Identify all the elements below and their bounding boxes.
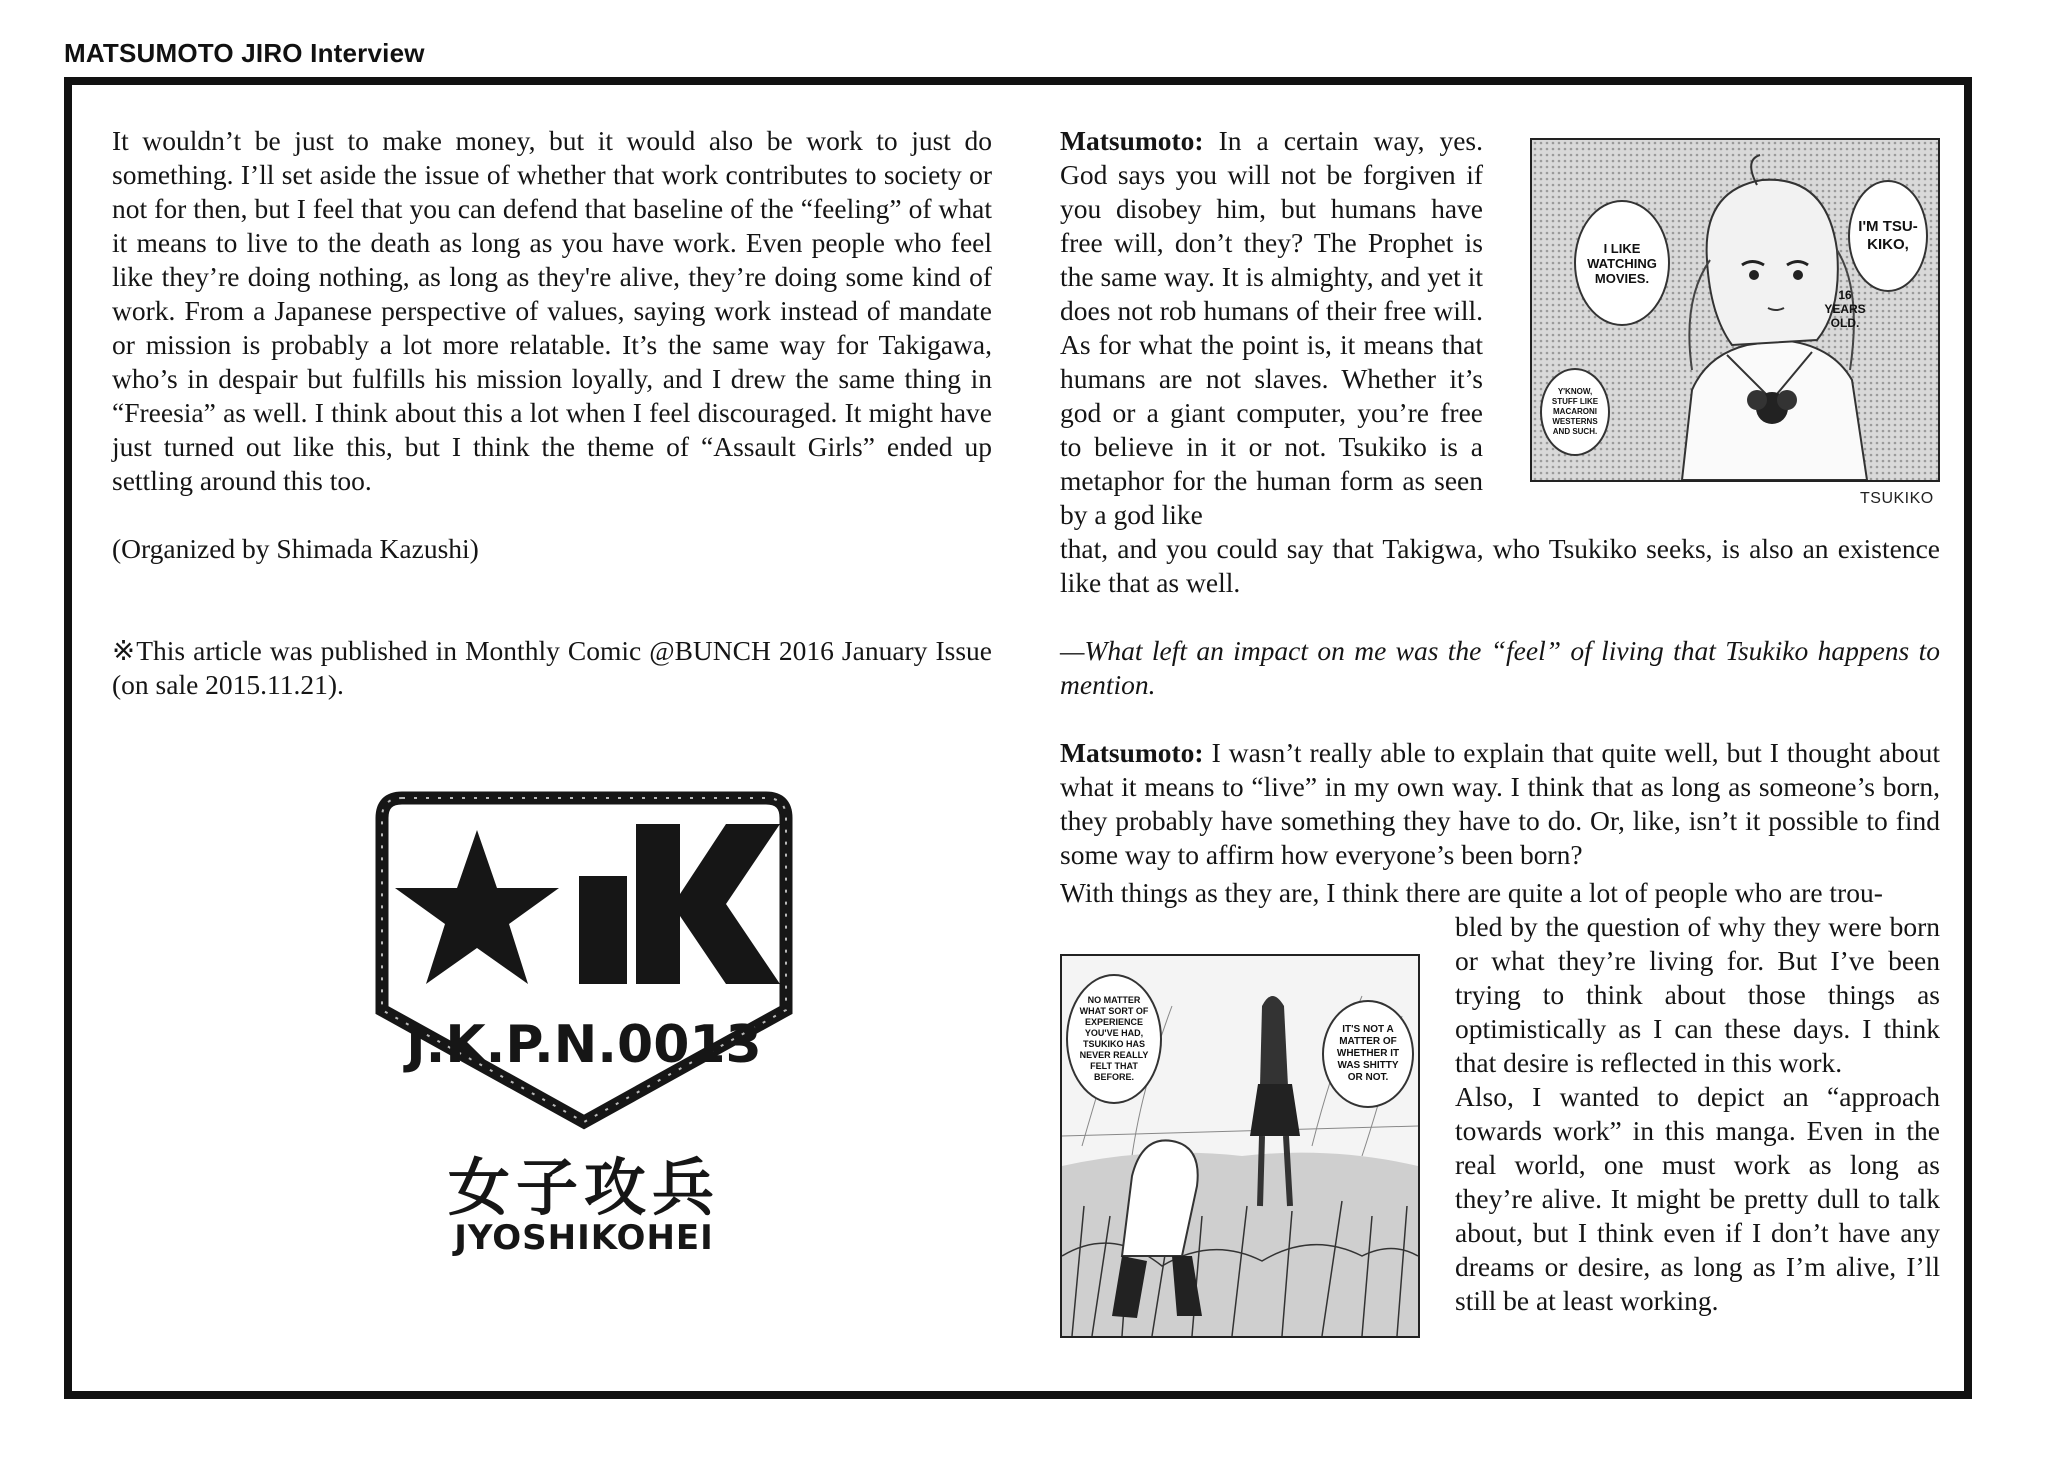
right-answer-1-continued	[1060, 532, 1940, 872]
left-paragraph: It wouldn’t be just to make money, but it would also be work to just do something. I’ll set aside the issue of whether that work contributes to society or not for then, but I feel that you can defend that baseline of the “feeling” of what it means to live to the death as long as you have work. Even people who feel like they’re doing nothing, as long as they're alive, they’re doing some kind of work. From a Japanese perspective of values, saying work instead of mandate or mission is probably a lot more relatable. It’s the same way for Takigawa, who’s in despair but fulfills his mission loyally, and I drew the same thing in “Freesia” as well. I think about this a lot when I feel discouraged. It might have just turned out like this, but I think the theme of “Assault Girls” ended up settling around this too.	[112, 125, 992, 496]
speech-bubble-name: I'M TSU-KIKO,	[1848, 180, 1928, 292]
answer-2-text: I wasn’t really able to explain that quite well, but I thought about what it means to “live” in my own way. I think that as long as someone’s born, they probably have something they have to do. Or, like, isn’t it possible to find some way to affirm how everyone’s been born?	[1060, 737, 1941, 870]
organized-by: (Organized by Shimada Kazushi)	[112, 533, 479, 564]
speaker-label: Matsumoto:	[1060, 125, 1204, 156]
answer-2-line: With things as they are, I think there are quite a lot of people who are trou-	[1060, 877, 1883, 908]
interview-question: —What left an impact on me was the “feel” of living that Tsukiko happens to mention.	[1060, 635, 1940, 700]
speech-bubble-westerns: Y'KNOW, STUFF LIKE MACARONI WESTERNS AND SUCH.	[1540, 368, 1610, 456]
right-answer-2-wrap	[1455, 910, 1940, 1318]
left-column	[112, 124, 992, 702]
speech-bubble-matter: IT'S NOT A MATTER OF WHETHER IT WAS SHITTY OR NOT.	[1322, 1000, 1414, 1108]
logo-name: JYOSHIKOHEI	[454, 1218, 714, 1258]
publication-note: ※This article was published in Monthly Comic @BUNCH 2016 January Issue (on sale 2015.11.21).	[112, 635, 992, 700]
logo-code: J.K.P.N.0013	[406, 1015, 762, 1075]
manga-panel-field	[1060, 954, 1420, 1338]
right-answer-1	[1060, 124, 1483, 532]
answer-2-wrap: bled by the question of why they were born or what they’re living for. But I’ve been trying to think about those things as optimistically as I can these days. I think that desire is reflected in this work.	[1455, 911, 1940, 1078]
manga-panel-tsukiko	[1530, 138, 1940, 482]
speech-bubble-experience: NO MATTER WHAT SORT OF EXPERIENCE YOU'VE HAD, TSUKIKO HAS NEVER REALLY FELT THAT BEFORE.	[1066, 974, 1162, 1104]
answer-2-final: Also, I wanted to depict an “approach towards work” in this manga. Even in the real world, one must work as long as they’re alive. It might be pretty dull to talk about, but I think even if I don’t have any dreams or desire, as long as I’m alive, I’ll still be at least working.	[1455, 1081, 1940, 1316]
speaker-label-2: Matsumoto:	[1060, 737, 1204, 768]
right-answer-2-line	[1060, 876, 1940, 910]
answer-1-text: In a certain way, yes. God says you will not be forgiven if you disobey him, but humans have free will, don’t they? The Prophet is the same way. It is almighty, and yet it does not rob humans of their free will. As for what the point is, it means that humans are not slaves. Whether it’s god or a giant computer, you’re free to believe in it or not. Tsukiko is a metaphor for the human form as seen by a god like	[1060, 125, 1484, 530]
logo-kanji: 女子攻兵	[447, 1151, 720, 1224]
speech-bubble-movies: I LIKE WATCHING MOVIES.	[1574, 200, 1670, 326]
panel-caption: TSUKIKO	[1860, 490, 1934, 507]
star-icon	[395, 830, 559, 984]
page-header-title: MATSUMOTO JIRO Interview	[64, 38, 425, 68]
age-text: 16 YEARS OLD.	[1824, 288, 1866, 330]
answer-1-continued: that, and you could say that Takigwa, who Tsukiko seeks, is also an existence like that as well.	[1060, 533, 1940, 598]
